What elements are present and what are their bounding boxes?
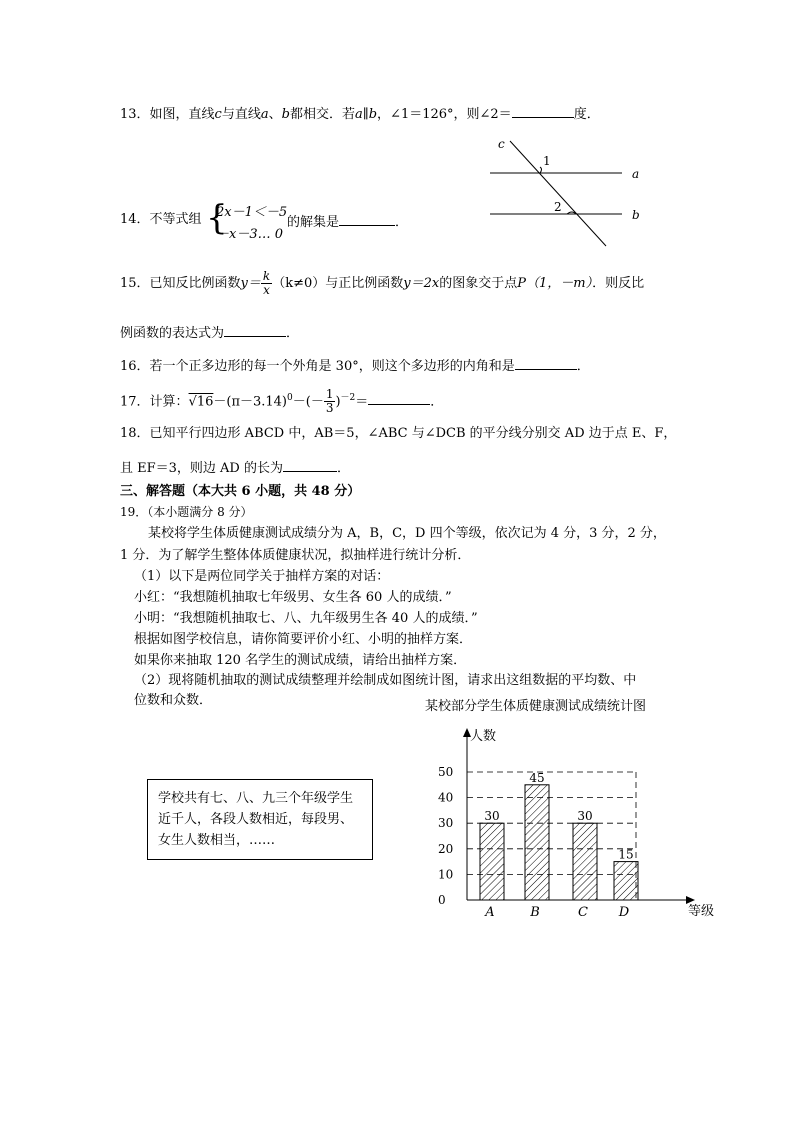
q15-frac-num: k <box>262 269 271 283</box>
y-tick-label: 20 <box>438 841 454 856</box>
bar-D <box>614 862 638 900</box>
q16-text: ． <box>576 359 590 374</box>
q13-var-a: a <box>260 107 269 122</box>
q17-fraction <box>324 388 336 415</box>
bar-chart <box>430 725 730 925</box>
q15-frac-den: x <box>263 283 270 297</box>
y-axis-label: 人数 <box>470 729 497 744</box>
q19-sub-2a: （2）现将随机抽取的测试成绩整理并绘制成如图统计图，请求出这组数据的平均数、中 <box>134 673 637 688</box>
q19-sub-2b: 位数和众数． <box>134 693 213 708</box>
q14-text: 14．不等式组 <box>120 212 202 227</box>
q15-text: 15．已知反比例函数 <box>120 276 241 291</box>
school-info-box: 学校共有七、八、九三个年级学生近千人，各段人数相近，每段男、女生人数相当，…… <box>147 779 373 860</box>
x-tick-label: C <box>578 905 588 920</box>
q15-answer-blank <box>224 323 286 337</box>
angle-1-arc <box>540 167 542 173</box>
y-tick-label: 10 <box>438 867 454 882</box>
q13-text: 与直线 <box>221 107 261 122</box>
x-axis-label: 等级 <box>688 904 715 919</box>
q13-answer-blank <box>512 104 574 118</box>
q13-text: 度． <box>573 107 600 122</box>
q19-xiaohong: 小红：“我想随机抽取七年级男、女生各 60 人的成绩．” <box>134 590 452 605</box>
chart-title: 某校部分学生体质健康测试成绩统计图 <box>425 699 647 714</box>
q14-line <box>120 212 202 228</box>
q13-text: 都相交．若 <box>289 107 355 122</box>
bar-B <box>525 785 549 900</box>
q17-exponent: 0 <box>287 393 293 403</box>
q13-text: ，∠1＝126°，则∠2＝ <box>377 107 512 122</box>
q17-expr: ) <box>335 394 341 410</box>
q17-line <box>120 381 443 419</box>
x-axis-arrow <box>686 896 695 904</box>
q17-text: 17．计算： <box>120 394 189 410</box>
q19-sub-1a: 根据如图学校信息，请你简要评价小红、小明的抽样方案． <box>134 632 473 647</box>
section-3-title: 三、解答题（本大共 6 小题，共 48 分） <box>120 484 361 499</box>
figure-label-c: c <box>498 137 505 151</box>
q18-line-2 <box>120 458 350 477</box>
figure-line-c <box>510 141 606 246</box>
bar-value-label: 30 <box>484 809 500 824</box>
bar-value-label: 45 <box>529 770 545 785</box>
q13-var-b: b <box>281 107 290 122</box>
q14-inequality-2: －x－3… 0 <box>216 227 284 242</box>
figure-label-1: 1 <box>543 154 551 168</box>
q13-condition: a∥b <box>354 107 378 122</box>
q15-text: 例函数的表达式为 <box>120 326 225 341</box>
q16-line <box>120 356 590 375</box>
q18-answer-blank <box>283 458 337 472</box>
q19-sub-1: （1）以下是两位同学关于抽样方案的对话： <box>134 569 390 584</box>
q15-linear: y＝2x <box>403 276 440 291</box>
q18-text: ． <box>337 461 351 476</box>
q14-text: ． <box>395 215 409 230</box>
y-tick-label: 30 <box>438 816 454 831</box>
x-tick-label: D <box>618 905 630 920</box>
q17-text: ． <box>430 394 444 410</box>
q15-line-2 <box>120 323 299 342</box>
q13-var-c: c <box>214 107 222 122</box>
q15-y: y＝ <box>240 276 261 291</box>
q19-xiaoming: 小明：“我想随机抽取七、八、九年级男生各 40 人的成绩．” <box>134 611 478 626</box>
q17-text: ＝ <box>355 394 369 410</box>
bar-C <box>573 823 597 900</box>
x-tick-label: B <box>530 905 540 920</box>
q16-text: 16．若一个正多边形的每一个外角是 30°，则这个多边形的内角和是 <box>120 359 515 374</box>
q19-head: 19．（本小题满分 8 分） <box>120 505 253 519</box>
q14-inequality-1: 2x－1＜－5 <box>216 205 288 220</box>
bar-value-label: 15 <box>618 847 634 862</box>
q18-text: 且 EF＝3，则边 AD 的长为 <box>120 461 283 476</box>
q16-answer-blank <box>515 356 577 370</box>
q17-answer-blank <box>368 391 430 405</box>
q15-text: ． <box>286 326 300 341</box>
q18-line-1: 18．已知平行四边形 ABCD 中，AB＝5，∠ABC 与∠DCB 的平分线分别交 AD 边于点 E、F， <box>120 426 677 441</box>
q17-frac-num: 1 <box>325 387 334 402</box>
q15-line <box>120 264 644 304</box>
q13-text: 13．如图，直线 <box>120 107 215 122</box>
q13-line <box>120 104 600 123</box>
figure-label-b: b <box>632 208 640 222</box>
q19-para-2: 1 分．为了解学生整体体质健康状况，拟抽样进行统计分析． <box>120 548 471 563</box>
figure-label-a: a <box>632 167 640 181</box>
figure-label-2: 2 <box>554 200 562 214</box>
q14-line-end <box>287 212 408 231</box>
q19-sub-1b: 如果你来抽取 120 名学生的测试成绩，请给出抽样方案． <box>134 653 467 668</box>
y-tick-label: 50 <box>438 765 454 779</box>
y-tick-label: 40 <box>438 790 454 805</box>
q17-expr: －(－ <box>292 394 324 410</box>
q19-para-1: 某校将学生体质健康测试成绩分为 A，B，C，D 四个等级，依次记为 4 分，3 分，2 分， <box>148 526 666 541</box>
q17-exponent: －2 <box>340 393 356 403</box>
y-tick-label: 0 <box>438 893 446 907</box>
bar-value-label: 30 <box>577 809 593 824</box>
q15-point: P（1，－m） <box>517 276 593 291</box>
q13-text: 、 <box>268 107 282 122</box>
q17-sqrt: √16 <box>188 394 214 410</box>
x-tick-label: A <box>485 905 495 920</box>
q14-brace: { <box>206 198 228 238</box>
q15-text: （k≠0）与正比例函数 <box>272 276 404 291</box>
q17-frac-den: 3 <box>325 401 334 416</box>
q13-figure <box>480 132 660 252</box>
q15-fraction <box>261 270 272 297</box>
q14-text: 的解集是 <box>287 215 340 230</box>
q14-answer-blank <box>339 212 395 226</box>
bar-A <box>480 823 504 900</box>
q17-expr: －(π－3.14) <box>213 394 288 410</box>
q15-text: ．则反比 <box>592 276 645 291</box>
q15-text: 的图象交于点 <box>439 276 518 291</box>
